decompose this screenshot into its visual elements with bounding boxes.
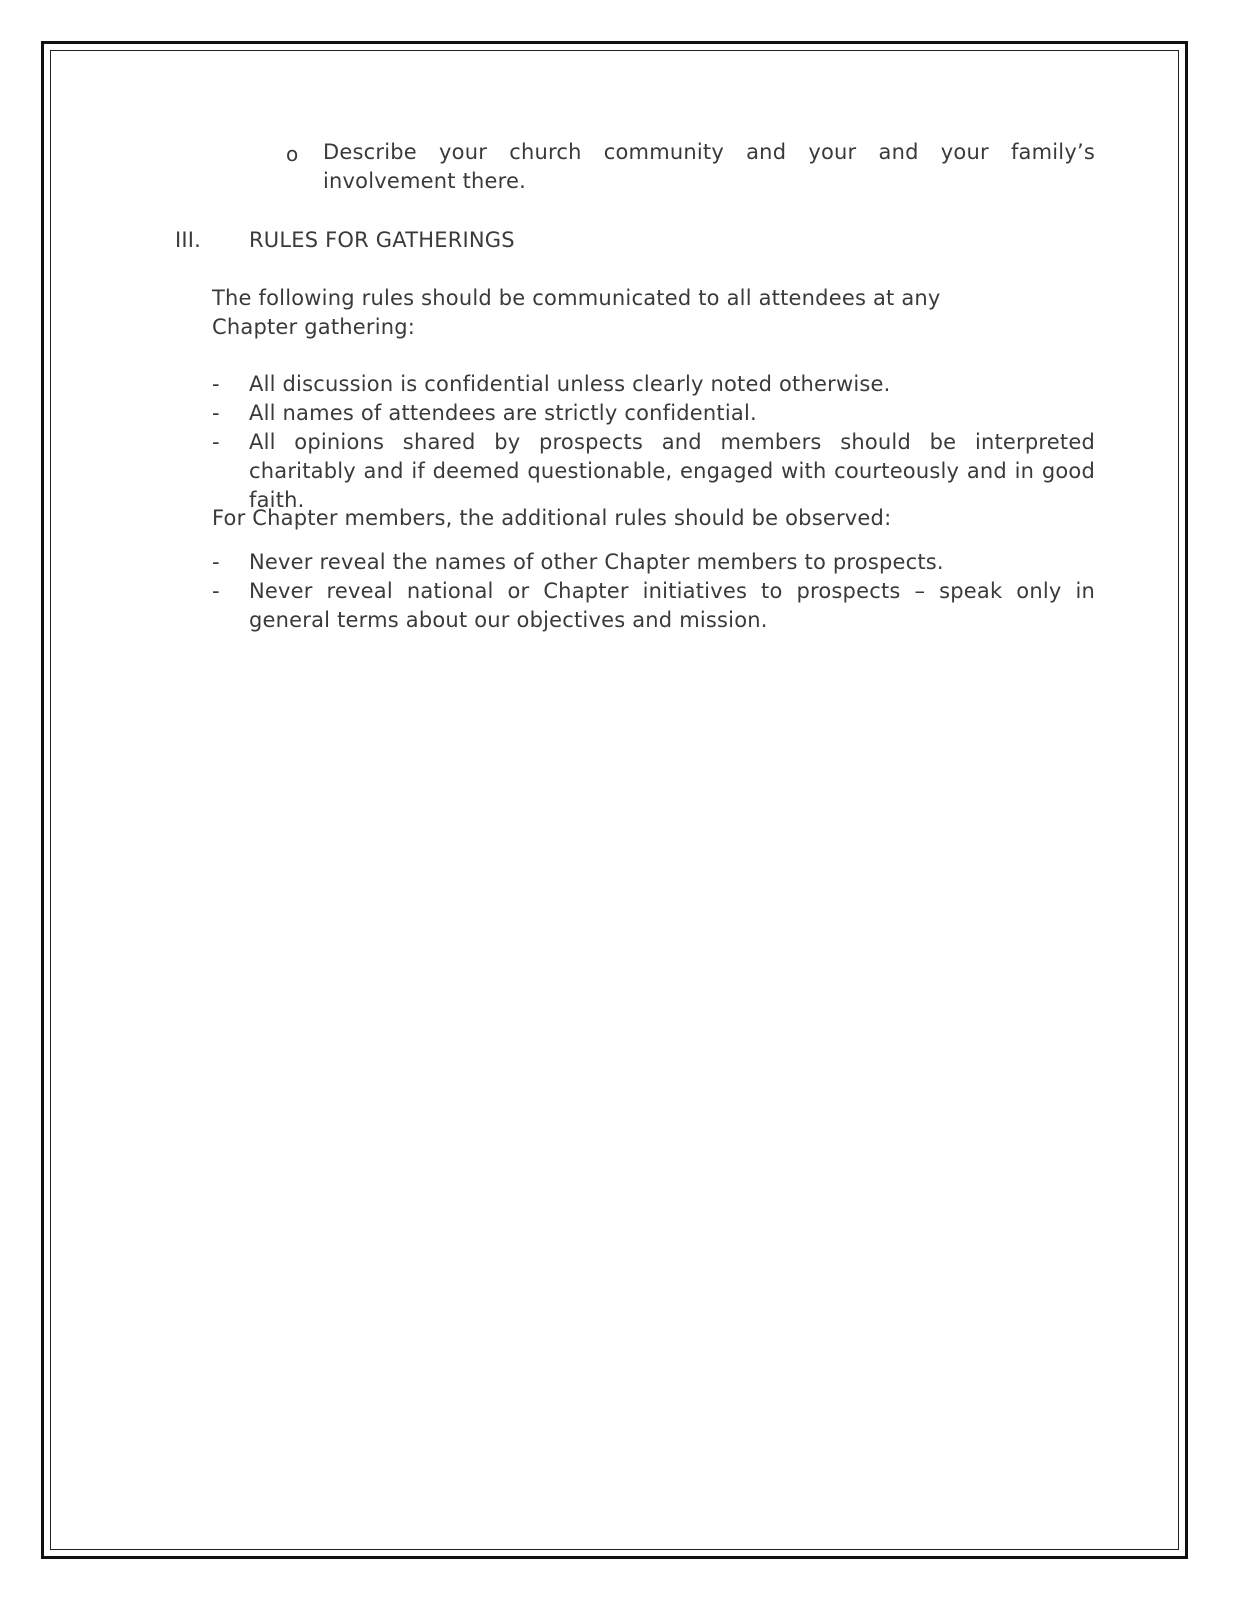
section-title: RULES FOR GATHERINGS <box>249 228 515 252</box>
sub-bullet-marker: o <box>286 142 299 166</box>
member-rule-names: Never reveal the names of other Chapter members to prospects. <box>249 550 944 574</box>
section-number: III. <box>175 228 202 252</box>
members-intro-paragraph: For Chapter members, the additional rules should be observed: <box>212 506 892 530</box>
list-item-marker: - <box>212 401 220 425</box>
rule-item-confidential-names: All names of attendees are strictly confidential. <box>249 401 757 425</box>
rule-item-opinions: All opinions shared by prospects and members should be interpreted charitably and if deemed questionable, engaged with courteously and in good faith. <box>249 430 1095 512</box>
list-item-marker: - <box>212 579 220 603</box>
member-rule-initiatives: Never reveal national or Chapter initiatives to prospects – speak only in general terms about our objectives and mission. <box>249 579 1095 632</box>
rule-item-confidential-discussion: All discussion is confidential unless clearly noted otherwise. <box>249 372 891 396</box>
list-item-marker: - <box>212 372 220 396</box>
sub-bullet-text: Describe your church community and your and your family’s involvement there. <box>323 140 1095 193</box>
list-item-marker: - <box>212 430 220 454</box>
list-item-marker: - <box>212 550 220 574</box>
intro-paragraph: The following rules should be communicated to all attendees at any Chapter gathering: <box>212 286 941 339</box>
